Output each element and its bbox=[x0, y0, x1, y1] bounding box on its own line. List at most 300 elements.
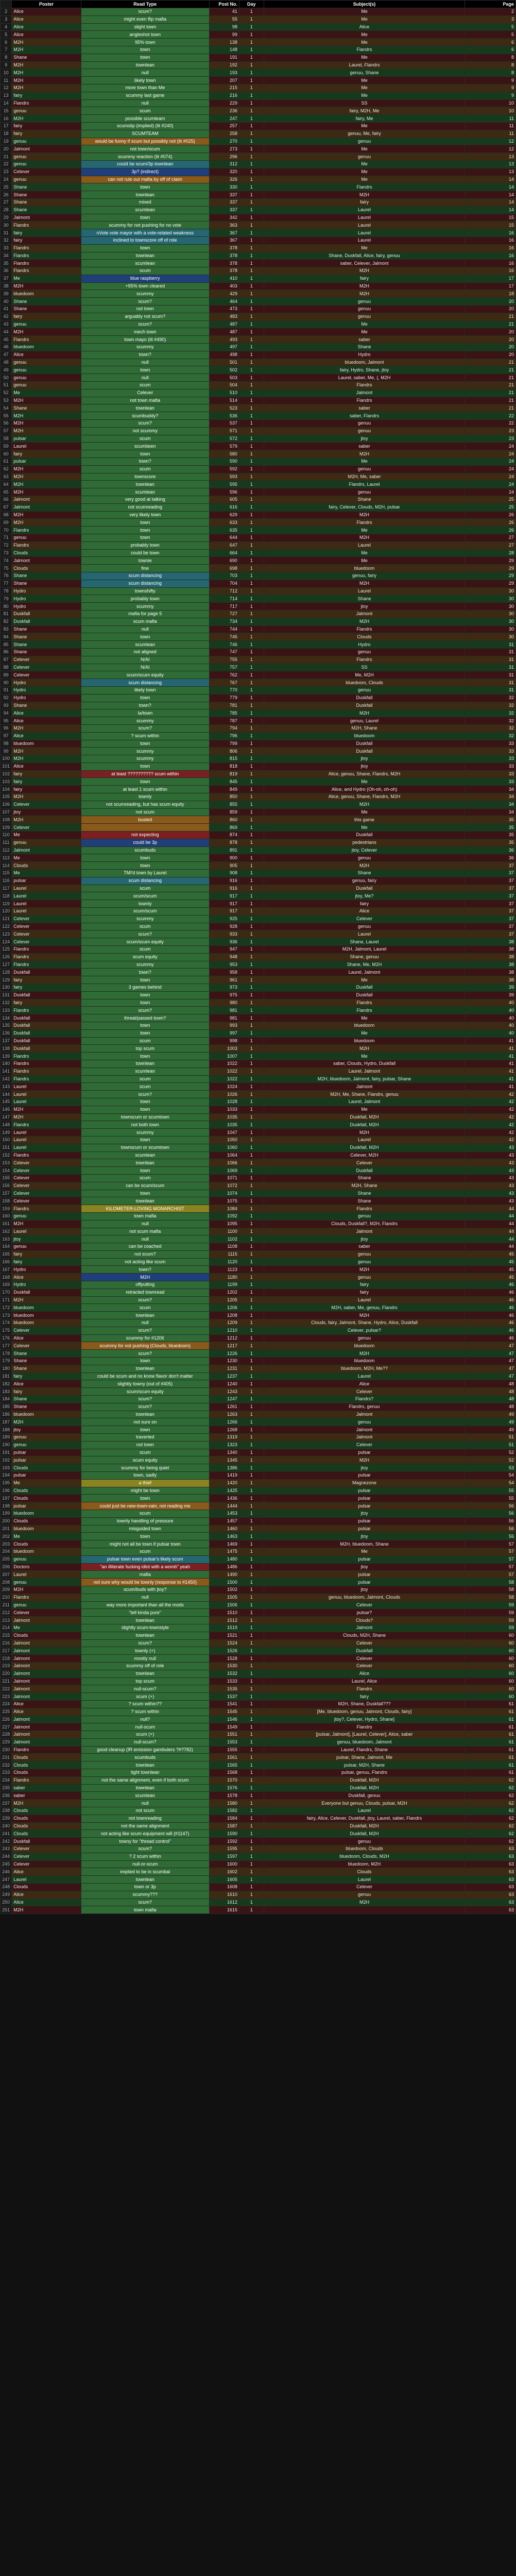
subjects-cell[interactable]: genuu, Me, fairy bbox=[264, 130, 465, 138]
page-cell[interactable]: 42 bbox=[465, 1106, 516, 1113]
poster-cell[interactable]: genuu bbox=[12, 366, 81, 374]
poster-cell[interactable]: Alice bbox=[12, 1868, 81, 1876]
day-cell[interactable]: 1 bbox=[239, 1091, 264, 1098]
subjects-cell[interactable]: Duskfall bbox=[264, 1167, 465, 1175]
read-type-cell[interactable]: scum bbox=[81, 1174, 209, 1182]
poster-cell[interactable]: Flandrs bbox=[12, 527, 81, 534]
subjects-cell[interactable]: Laurel bbox=[264, 222, 465, 229]
poster-cell[interactable]: fairy bbox=[12, 313, 81, 320]
header-page[interactable]: Page bbox=[465, 1, 516, 8]
subjects-cell[interactable]: genuu, bluedoom, Jalmont, Clouds bbox=[264, 1594, 465, 1601]
day-cell[interactable]: 1 bbox=[239, 832, 264, 839]
subjects-cell[interactable]: Me bbox=[264, 458, 465, 466]
read-type-cell[interactable]: town bbox=[81, 1190, 209, 1197]
poster-cell[interactable]: Jalmont bbox=[12, 1639, 81, 1647]
subjects-cell[interactable]: saber bbox=[264, 336, 465, 344]
post-no-cell[interactable]: 874 bbox=[209, 832, 239, 839]
page-cell[interactable]: 14 bbox=[465, 206, 516, 214]
subjects-cell[interactable]: Celever bbox=[264, 1441, 465, 1449]
day-cell[interactable]: 1 bbox=[239, 717, 264, 725]
subjects-cell[interactable]: genuu, fairy bbox=[264, 572, 465, 580]
post-no-cell[interactable]: 975 bbox=[209, 991, 239, 999]
subjects-cell[interactable]: Laurel bbox=[264, 206, 465, 214]
page-cell[interactable]: 10 bbox=[465, 99, 516, 107]
page-cell[interactable]: 62 bbox=[465, 1807, 516, 1815]
poster-cell[interactable]: Celever bbox=[12, 1342, 81, 1350]
subjects-cell[interactable]: genuu bbox=[264, 427, 465, 435]
post-no-cell[interactable]: 1595 bbox=[209, 1845, 239, 1853]
read-type-cell[interactable]: scumbuds bbox=[81, 846, 209, 854]
read-type-cell[interactable]: N/AI bbox=[81, 656, 209, 664]
post-no-cell[interactable]: 1506 bbox=[209, 1601, 239, 1609]
day-cell[interactable]: 1 bbox=[239, 496, 264, 504]
subjects-cell[interactable]: Celever bbox=[264, 1601, 465, 1609]
page-cell[interactable]: 53 bbox=[465, 1464, 516, 1472]
post-no-cell[interactable]: 378 bbox=[209, 252, 239, 260]
read-type-cell[interactable]: a thief bbox=[81, 1479, 209, 1487]
read-type-cell[interactable]: scumbeen bbox=[81, 443, 209, 450]
post-no-cell[interactable]: 905 bbox=[209, 862, 239, 870]
subjects-cell[interactable]: Me bbox=[264, 824, 465, 832]
page-cell[interactable]: 31 bbox=[465, 656, 516, 664]
subjects-cell[interactable]: genuu bbox=[264, 1334, 465, 1342]
subjects-cell[interactable]: fairy, Alice, Celever, Duskfall, jtoy, Laurel, saber, Flandrs bbox=[264, 1815, 465, 1822]
poster-cell[interactable]: Celever bbox=[12, 1197, 81, 1205]
day-cell[interactable]: 1 bbox=[239, 1769, 264, 1777]
subjects-cell[interactable]: Shane, Laurel bbox=[264, 938, 465, 946]
poster-cell[interactable]: fairy bbox=[12, 1372, 81, 1380]
page-cell[interactable]: 5 bbox=[465, 31, 516, 39]
poster-cell[interactable]: Celever bbox=[12, 938, 81, 946]
page-cell[interactable]: 13 bbox=[465, 153, 516, 161]
subjects-cell[interactable]: Me bbox=[264, 54, 465, 61]
read-type-cell[interactable]: null-scum bbox=[81, 1723, 209, 1731]
poster-cell[interactable]: M2H bbox=[12, 69, 81, 77]
subjects-cell[interactable]: pulsar, Shane, Jalmont, Me bbox=[264, 1754, 465, 1761]
read-type-cell[interactable]: good cleanup (IR emission gambulers ?#?782) bbox=[81, 1746, 209, 1754]
poster-cell[interactable]: Laurel bbox=[12, 1228, 81, 1235]
day-cell[interactable]: 1 bbox=[239, 565, 264, 572]
poster-cell[interactable]: Clouds bbox=[12, 1807, 81, 1815]
read-type-cell[interactable]: implied to be in scumbal bbox=[81, 1868, 209, 1876]
page-cell[interactable]: 21 bbox=[465, 320, 516, 328]
poster-cell[interactable]: M2H bbox=[12, 115, 81, 123]
day-cell[interactable]: 1 bbox=[239, 1159, 264, 1167]
subjects-cell[interactable]: genuu bbox=[264, 1418, 465, 1426]
read-type-cell[interactable]: scum? bbox=[81, 1007, 209, 1014]
page-cell[interactable]: 37 bbox=[465, 870, 516, 877]
poster-cell[interactable]: Alice bbox=[12, 31, 81, 39]
day-cell[interactable]: 1 bbox=[239, 320, 264, 328]
subjects-cell[interactable]: Flandrs bbox=[264, 382, 465, 389]
subjects-cell[interactable]: Duskfall, genuu bbox=[264, 1792, 465, 1800]
poster-cell[interactable]: Clouds bbox=[12, 1822, 81, 1830]
page-cell[interactable]: 32 bbox=[465, 732, 516, 740]
poster-cell[interactable]: Jalmont bbox=[12, 557, 81, 565]
read-type-cell[interactable]: scummy bbox=[81, 603, 209, 611]
subjects-cell[interactable]: pulsar bbox=[264, 1495, 465, 1502]
day-cell[interactable]: 1 bbox=[239, 130, 264, 138]
subjects-cell[interactable]: Clouds, Duskfall?, M2H, Flandrs bbox=[264, 1220, 465, 1228]
page-cell[interactable]: 62 bbox=[465, 1776, 516, 1784]
poster-cell[interactable]: M2H bbox=[12, 473, 81, 481]
day-cell[interactable]: 1 bbox=[239, 870, 264, 877]
poster-cell[interactable]: Me bbox=[12, 389, 81, 397]
page-cell[interactable]: 60 bbox=[465, 1685, 516, 1693]
day-cell[interactable]: 1 bbox=[239, 854, 264, 862]
read-type-cell[interactable]: can not rule out mafia by off of claim bbox=[81, 176, 209, 183]
day-cell[interactable]: 1 bbox=[239, 1190, 264, 1197]
poster-cell[interactable]: fairy bbox=[12, 1388, 81, 1396]
page-cell[interactable]: 33 bbox=[465, 748, 516, 755]
subjects-cell[interactable]: saber bbox=[264, 404, 465, 412]
subjects-cell[interactable]: bluedoom, M2H, Me?? bbox=[264, 1365, 465, 1372]
day-cell[interactable]: 1 bbox=[239, 107, 264, 115]
page-cell[interactable]: 46 bbox=[465, 1334, 516, 1342]
post-no-cell[interactable]: 796 bbox=[209, 732, 239, 740]
day-cell[interactable]: 1 bbox=[239, 900, 264, 908]
day-cell[interactable]: 1 bbox=[239, 77, 264, 84]
read-type-cell[interactable]: townlean bbox=[81, 1784, 209, 1792]
subjects-cell[interactable]: bluedoom, Clouds bbox=[264, 1845, 465, 1853]
page-cell[interactable]: 30 bbox=[465, 610, 516, 618]
page-cell[interactable]: 16 bbox=[465, 229, 516, 237]
post-no-cell[interactable]: 330 bbox=[209, 183, 239, 191]
poster-cell[interactable]: Shane bbox=[12, 580, 81, 587]
post-no-cell[interactable]: 473 bbox=[209, 306, 239, 313]
subjects-cell[interactable]: Flandrs, genuu bbox=[264, 1403, 465, 1411]
day-cell[interactable]: 1 bbox=[239, 84, 264, 92]
subjects-cell[interactable]: Jalmont bbox=[264, 1426, 465, 1434]
post-no-cell[interactable]: 953 bbox=[209, 961, 239, 969]
day-cell[interactable]: 1 bbox=[239, 1502, 264, 1510]
poster-cell[interactable]: Clouds bbox=[12, 862, 81, 870]
poster-cell[interactable]: fairy bbox=[12, 450, 81, 458]
poster-cell[interactable]: Laurel bbox=[12, 1091, 81, 1098]
post-no-cell[interactable]: 1319 bbox=[209, 1434, 239, 1442]
read-type-cell[interactable]: townlean bbox=[81, 191, 209, 199]
read-type-cell[interactable]: town bbox=[81, 1533, 209, 1540]
poster-cell[interactable]: fairy bbox=[12, 1258, 81, 1266]
subjects-cell[interactable]: genuu bbox=[264, 306, 465, 313]
subjects-cell[interactable]: Laurel, Jalmont bbox=[264, 1098, 465, 1106]
day-cell[interactable]: 1 bbox=[239, 374, 264, 382]
page-cell[interactable]: 40 bbox=[465, 1007, 516, 1014]
day-cell[interactable]: 1 bbox=[239, 793, 264, 801]
page-cell[interactable]: 42 bbox=[465, 1098, 516, 1106]
read-type-cell[interactable]: townlean bbox=[81, 1632, 209, 1639]
subjects-cell[interactable]: Laurel bbox=[264, 1807, 465, 1815]
read-type-cell[interactable]: town bbox=[81, 527, 209, 534]
day-cell[interactable]: 1 bbox=[239, 1220, 264, 1228]
read-type-cell[interactable]: town bbox=[81, 762, 209, 770]
post-no-cell[interactable]: 1592 bbox=[209, 1838, 239, 1845]
page-cell[interactable]: 9 bbox=[465, 84, 516, 92]
day-cell[interactable]: 1 bbox=[239, 1449, 264, 1456]
post-no-cell[interactable]: 378 bbox=[209, 260, 239, 267]
page-cell[interactable]: 63 bbox=[465, 1891, 516, 1899]
post-no-cell[interactable]: 1261 bbox=[209, 1403, 239, 1411]
page-cell[interactable]: 41 bbox=[465, 1045, 516, 1053]
day-cell[interactable]: 1 bbox=[239, 1243, 264, 1251]
poster-cell[interactable]: Clouds bbox=[12, 1815, 81, 1822]
post-no-cell[interactable]: 1217 bbox=[209, 1342, 239, 1350]
poster-cell[interactable]: Duskfall bbox=[12, 969, 81, 976]
page-cell[interactable]: 8 bbox=[465, 54, 516, 61]
read-type-cell[interactable]: scum equity bbox=[81, 953, 209, 961]
post-no-cell[interactable]: 1444 bbox=[209, 1502, 239, 1510]
day-cell[interactable]: 1 bbox=[239, 61, 264, 69]
subjects-cell[interactable]: Flandrs bbox=[264, 1205, 465, 1213]
read-type-cell[interactable]: mixed bbox=[81, 198, 209, 206]
poster-cell[interactable]: Me bbox=[12, 1533, 81, 1540]
read-type-cell[interactable]: very likely town bbox=[81, 511, 209, 519]
day-cell[interactable]: 1 bbox=[239, 168, 264, 176]
poster-cell[interactable]: Jalmont bbox=[12, 145, 81, 153]
read-type-cell[interactable]: scummy bbox=[81, 748, 209, 755]
read-type-cell[interactable]: not scum? bbox=[81, 1250, 209, 1258]
subjects-cell[interactable]: Laurel bbox=[264, 1372, 465, 1380]
poster-cell[interactable]: Flandrs bbox=[12, 99, 81, 107]
read-type-cell[interactable]: scummy bbox=[81, 1129, 209, 1137]
subjects-cell[interactable]: Duskfall bbox=[264, 885, 465, 892]
subjects-cell[interactable]: Me bbox=[264, 1053, 465, 1060]
read-type-cell[interactable]: angleshot town bbox=[81, 31, 209, 39]
subjects-cell[interactable]: genuu bbox=[264, 1250, 465, 1258]
post-no-cell[interactable]: 933 bbox=[209, 930, 239, 938]
post-no-cell[interactable]: 900 bbox=[209, 854, 239, 862]
read-type-cell[interactable]: way more important than all the mods bbox=[81, 1601, 209, 1609]
read-type-cell[interactable]: slightly towny (out of #405) bbox=[81, 1380, 209, 1388]
poster-cell[interactable]: genuu bbox=[12, 1601, 81, 1609]
poster-cell[interactable]: fairy bbox=[12, 92, 81, 99]
read-type-cell[interactable]: scum/scum bbox=[81, 892, 209, 900]
post-no-cell[interactable]: 367 bbox=[209, 229, 239, 237]
read-type-cell[interactable]: scummy bbox=[81, 915, 209, 923]
subjects-cell[interactable]: Flandrs bbox=[264, 183, 465, 191]
subjects-cell[interactable]: [Me, bluedoom, genuu, Jalmont, Clouds, fairy] bbox=[264, 1708, 465, 1716]
post-no-cell[interactable]: 1486 bbox=[209, 1563, 239, 1571]
subjects-cell[interactable]: Me bbox=[264, 808, 465, 816]
day-cell[interactable]: 1 bbox=[239, 8, 264, 16]
day-cell[interactable]: 1 bbox=[239, 1891, 264, 1899]
day-cell[interactable]: 1 bbox=[239, 1372, 264, 1380]
day-cell[interactable]: 1 bbox=[239, 984, 264, 992]
post-no-cell[interactable]: 1612 bbox=[209, 1899, 239, 1906]
subjects-cell[interactable]: Jalmont bbox=[264, 610, 465, 618]
subjects-cell[interactable]: Me bbox=[264, 176, 465, 183]
page-cell[interactable]: 24 bbox=[465, 458, 516, 466]
read-type-cell[interactable]: more town than Me bbox=[81, 84, 209, 92]
poster-cell[interactable]: fairy bbox=[12, 976, 81, 984]
read-type-cell[interactable]: not scumreading, but has scum equity bbox=[81, 801, 209, 808]
subjects-cell[interactable]: M2H bbox=[264, 618, 465, 625]
page-cell[interactable]: 60 bbox=[465, 1670, 516, 1677]
page-cell[interactable]: 63 bbox=[465, 1868, 516, 1876]
page-cell[interactable]: 37 bbox=[465, 923, 516, 930]
day-cell[interactable]: 1 bbox=[239, 732, 264, 740]
page-cell[interactable]: 52 bbox=[465, 1449, 516, 1456]
post-no-cell[interactable]: 483 bbox=[209, 313, 239, 320]
subjects-cell[interactable]: Me bbox=[264, 1548, 465, 1555]
day-cell[interactable]: 1 bbox=[239, 1784, 264, 1792]
day-cell[interactable]: 1 bbox=[239, 206, 264, 214]
read-type-cell[interactable]: scummy bbox=[81, 344, 209, 351]
poster-cell[interactable]: genuu bbox=[12, 359, 81, 366]
post-no-cell[interactable]: 936 bbox=[209, 938, 239, 946]
poster-cell[interactable]: Flandrs bbox=[12, 1075, 81, 1083]
poster-cell[interactable]: Shane bbox=[12, 306, 81, 313]
read-type-cell[interactable]: scumlean bbox=[81, 1067, 209, 1075]
subjects-cell[interactable]: genuu bbox=[264, 1274, 465, 1281]
poster-cell[interactable]: genuu bbox=[12, 153, 81, 161]
day-cell[interactable]: 1 bbox=[239, 679, 264, 687]
subjects-cell[interactable]: Flandrs bbox=[264, 397, 465, 404]
page-cell[interactable]: 16 bbox=[465, 260, 516, 267]
subjects-cell[interactable]: M2H bbox=[264, 290, 465, 298]
poster-cell[interactable]: pulsar bbox=[12, 1449, 81, 1456]
subjects-cell[interactable]: Alice bbox=[264, 1670, 465, 1677]
subjects-cell[interactable]: Flandrs bbox=[264, 656, 465, 664]
day-cell[interactable]: 1 bbox=[239, 1571, 264, 1579]
day-cell[interactable]: 1 bbox=[239, 527, 264, 534]
day-cell[interactable]: 1 bbox=[239, 481, 264, 488]
day-cell[interactable]: 1 bbox=[239, 1487, 264, 1495]
page-cell[interactable]: 24 bbox=[465, 473, 516, 481]
subjects-cell[interactable]: Me bbox=[264, 1106, 465, 1113]
page-cell[interactable]: 60 bbox=[465, 1655, 516, 1663]
poster-cell[interactable]: Jalmont bbox=[12, 496, 81, 504]
read-type-cell[interactable]: scummy??? bbox=[81, 1891, 209, 1899]
subjects-cell[interactable]: Duskfall bbox=[264, 991, 465, 999]
subjects-cell[interactable] bbox=[264, 1906, 465, 1914]
read-type-cell[interactable]: top scum bbox=[81, 1045, 209, 1053]
read-type-cell[interactable]: might even flip mafia bbox=[81, 15, 209, 23]
post-no-cell[interactable]: 746 bbox=[209, 641, 239, 649]
poster-cell[interactable]: genuu bbox=[12, 382, 81, 389]
read-type-cell[interactable]: townlean bbox=[81, 1670, 209, 1677]
subjects-cell[interactable]: Clouds, fairy, Jalmont, Shane, Hydro, Alice, Duskfall bbox=[264, 1319, 465, 1327]
poster-cell[interactable]: Shane bbox=[12, 404, 81, 412]
post-no-cell[interactable]: 497 bbox=[209, 344, 239, 351]
read-type-cell[interactable]: mostly null bbox=[81, 1655, 209, 1663]
page-cell[interactable]: 35 bbox=[465, 824, 516, 832]
subjects-cell[interactable]: Laurel bbox=[264, 930, 465, 938]
subjects-cell[interactable]: jtoy bbox=[264, 1563, 465, 1571]
subjects-cell[interactable]: Me bbox=[264, 527, 465, 534]
subjects-cell[interactable]: Laurel bbox=[264, 229, 465, 237]
page-cell[interactable]: 62 bbox=[465, 1830, 516, 1838]
poster-cell[interactable]: Alice bbox=[12, 1700, 81, 1708]
subjects-cell[interactable]: M2H, Jalmont, Laurel bbox=[264, 946, 465, 954]
page-cell[interactable]: 28 bbox=[465, 549, 516, 557]
subjects-cell[interactable]: Alice bbox=[264, 23, 465, 31]
read-type-cell[interactable]: town? bbox=[81, 1266, 209, 1274]
day-cell[interactable]: 1 bbox=[239, 229, 264, 237]
page-cell[interactable]: 46 bbox=[465, 1312, 516, 1319]
subjects-cell[interactable]: Jalmont bbox=[264, 1411, 465, 1418]
read-type-cell[interactable]: scum bbox=[81, 1304, 209, 1312]
post-no-cell[interactable]: 1436 bbox=[209, 1495, 239, 1502]
day-cell[interactable]: 1 bbox=[239, 969, 264, 976]
subjects-cell[interactable]: Flandrs bbox=[264, 625, 465, 633]
poster-cell[interactable]: Jalmont bbox=[12, 1723, 81, 1731]
post-no-cell[interactable]: 779 bbox=[209, 694, 239, 702]
post-no-cell[interactable]: 794 bbox=[209, 724, 239, 732]
post-no-cell[interactable]: 1615 bbox=[209, 1906, 239, 1914]
read-type-cell[interactable]: scum? bbox=[81, 1845, 209, 1853]
page-cell[interactable]: 48 bbox=[465, 1388, 516, 1396]
page-cell[interactable]: 62 bbox=[465, 1792, 516, 1800]
day-cell[interactable]: 1 bbox=[239, 450, 264, 458]
subjects-cell[interactable]: Alice bbox=[264, 1380, 465, 1388]
post-no-cell[interactable]: 1600 bbox=[209, 1860, 239, 1868]
day-cell[interactable]: 1 bbox=[239, 824, 264, 832]
poster-cell[interactable]: Laurel bbox=[12, 1098, 81, 1106]
day-cell[interactable]: 1 bbox=[239, 1358, 264, 1365]
poster-cell[interactable]: Alice bbox=[12, 709, 81, 717]
read-type-cell[interactable]: town bbox=[81, 1053, 209, 1060]
page-cell[interactable]: 24 bbox=[465, 465, 516, 473]
day-cell[interactable]: 1 bbox=[239, 976, 264, 984]
day-cell[interactable]: 1 bbox=[239, 236, 264, 244]
page-cell[interactable]: 57 bbox=[465, 1563, 516, 1571]
subjects-cell[interactable]: Clouds? bbox=[264, 1617, 465, 1624]
post-no-cell[interactable]: 917 bbox=[209, 908, 239, 916]
subjects-cell[interactable]: genuu, Shane bbox=[264, 69, 465, 77]
day-cell[interactable]: 1 bbox=[239, 1677, 264, 1685]
read-type-cell[interactable]: slightly scum-townstyle bbox=[81, 1624, 209, 1632]
page-cell[interactable]: 32 bbox=[465, 702, 516, 709]
page-cell[interactable]: 57 bbox=[465, 1548, 516, 1555]
post-no-cell[interactable]: 1582 bbox=[209, 1807, 239, 1815]
subjects-cell[interactable]: jtoy bbox=[264, 1586, 465, 1594]
post-no-cell[interactable]: 1610 bbox=[209, 1891, 239, 1899]
subjects-cell[interactable]: M2H bbox=[264, 1129, 465, 1137]
read-type-cell[interactable]: scum? bbox=[81, 930, 209, 938]
subjects-cell[interactable]: Clouds bbox=[264, 1868, 465, 1876]
read-type-cell[interactable]: town bbox=[81, 366, 209, 374]
poster-cell[interactable]: Celever bbox=[12, 671, 81, 679]
read-type-cell[interactable] bbox=[81, 824, 209, 832]
subjects-cell[interactable]: bluedoom bbox=[264, 1022, 465, 1029]
poster-cell[interactable]: Clouds bbox=[12, 1830, 81, 1838]
day-cell[interactable]: 1 bbox=[239, 290, 264, 298]
page-cell[interactable]: 20 bbox=[465, 351, 516, 359]
poster-cell[interactable]: Clouds bbox=[12, 1761, 81, 1769]
post-no-cell[interactable]: 1074 bbox=[209, 1190, 239, 1197]
poster-cell[interactable]: Clouds bbox=[12, 1884, 81, 1891]
page-cell[interactable]: 44 bbox=[465, 1205, 516, 1213]
post-no-cell[interactable]: 734 bbox=[209, 618, 239, 625]
post-no-cell[interactable]: 1026 bbox=[209, 1091, 239, 1098]
subjects-cell[interactable]: Me bbox=[264, 77, 465, 84]
post-no-cell[interactable]: 1519 bbox=[209, 1624, 239, 1632]
poster-cell[interactable]: genuu bbox=[12, 374, 81, 382]
subjects-cell[interactable]: Shane bbox=[264, 496, 465, 504]
page-cell[interactable]: 21 bbox=[465, 389, 516, 397]
post-no-cell[interactable]: 1003 bbox=[209, 1045, 239, 1053]
page-cell[interactable]: 40 bbox=[465, 1022, 516, 1029]
post-no-cell[interactable]: 572 bbox=[209, 435, 239, 443]
day-cell[interactable]: 1 bbox=[239, 938, 264, 946]
poster-cell[interactable]: Me bbox=[12, 275, 81, 282]
poster-cell[interactable]: Flandrs bbox=[12, 260, 81, 267]
poster-cell[interactable]: Laurel bbox=[12, 1144, 81, 1151]
read-type-cell[interactable]: KILOMETER-LOVING MONARCHIST bbox=[81, 1205, 209, 1213]
post-no-cell[interactable]: 1022 bbox=[209, 1067, 239, 1075]
post-no-cell[interactable]: 1587 bbox=[209, 1822, 239, 1830]
